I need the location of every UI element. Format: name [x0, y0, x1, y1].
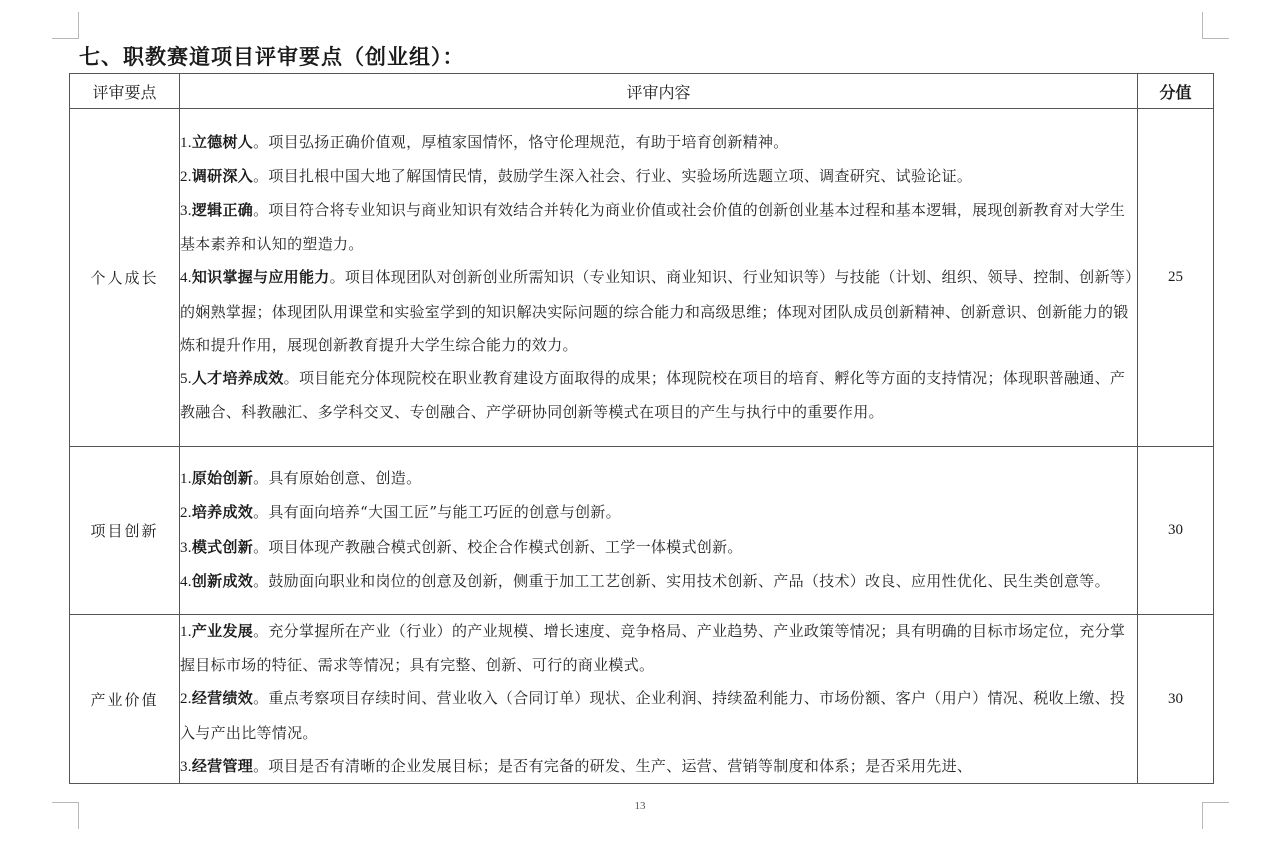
criterion-item	[180, 682, 1137, 749]
table-row	[70, 615, 1214, 784]
item-text: 。具有面向培养“大国工匠”与能工巧匠的创意与创新。	[253, 503, 621, 522]
criterion-item	[180, 362, 1137, 429]
criterion-cell: 产业价值	[70, 615, 180, 784]
criterion-item	[180, 496, 1137, 530]
criterion-item	[180, 261, 1137, 362]
criterion-item	[180, 615, 1137, 682]
item-text: 。项目体现团队对创新创业所需知识（专业知识、商业知识、行业知识等）与技能（计划、组织、领导、控制、创新等）的娴熟掌握；体现团队用课堂和实验室学到的知识解决实际问题的综合能力和高级思维；体现对团队成员创新精神、创新意识、创新能力的锻炼和提升作用，展现创新教育提升大学生综合能力的效力。	[180, 268, 1133, 354]
content-cell	[180, 447, 1138, 615]
item-title: 逻辑正确	[191, 200, 254, 219]
item-title: 立德树人	[191, 132, 254, 151]
item-text: 。项目符合将专业知识与商业知识有效结合并转化为商业价值或社会价值的创新创业基本过程和基本逻辑，展现创新教育对大学生基本素养和认知的塑造力。	[180, 200, 1126, 254]
item-text: 。鼓励面向职业和岗位的创意及创新，侧重于加工工艺创新、实用技术创新、产品（技术）改良、应用性优化、民生类创意等。	[253, 571, 1110, 590]
item-text: 。项目弘扬正确价值观，厚植家国情怀，恪守伦理规范，有助于培育创新精神。	[253, 132, 789, 151]
item-text: 。充分掌握所在产业（行业）的产业规模、增长速度、竞争格局、产业趋势、产业政策等情况；具有明确的目标市场定位，充分掌握目标市场的特征、需求等情况；具有完整、创新、可行的商业模式。	[180, 622, 1126, 675]
item-text: 。重点考察项目存续时间、营业收入（合同订单）现状、企业利润、持续盈利能力、市场份额、客户（用户）情况、税收上缴、投入与产出比等情况。	[180, 689, 1126, 742]
item-number: 2.	[180, 691, 192, 708]
item-title: 知识掌握与应用能力	[191, 268, 330, 287]
item-number: 3.	[180, 202, 192, 219]
item-title: 经营绩效	[191, 689, 254, 708]
item-title: 经营管理	[191, 756, 254, 775]
crop-mark-top-right	[1202, 12, 1229, 39]
score-cell: 30	[1138, 447, 1214, 615]
criterion-item	[180, 750, 1137, 783]
criterion-item	[180, 565, 1137, 599]
table-header-row	[70, 74, 1214, 109]
item-number: 2.	[180, 168, 192, 185]
item-title: 创新成效	[191, 571, 254, 590]
header-criterion: 评审要点	[70, 74, 180, 109]
criterion-cell: 个人成长	[70, 109, 180, 447]
table-row	[70, 447, 1214, 615]
item-number: 3.	[180, 539, 192, 556]
criterion-item	[180, 160, 1137, 194]
header-content: 评审内容	[180, 74, 1138, 109]
section-title: 七、职教赛道项目评审要点（创业组）：	[79, 45, 465, 69]
content-cell	[180, 109, 1138, 447]
item-title: 培养成效	[191, 503, 254, 522]
review-criteria-table	[69, 73, 1214, 784]
item-number: 4.	[180, 573, 192, 590]
item-title: 人才培养成效	[191, 369, 284, 387]
item-text: 。具有原始创意、创造。	[253, 469, 422, 488]
item-number: 1.	[180, 134, 192, 151]
item-number: 2.	[180, 505, 192, 522]
item-number: 4.	[180, 270, 192, 287]
item-number: 5.	[180, 371, 192, 387]
score-cell: 30	[1138, 615, 1214, 784]
criterion-item	[180, 126, 1137, 160]
content-cell	[180, 615, 1138, 784]
item-title: 调研深入	[191, 166, 254, 185]
criterion-item	[180, 462, 1137, 496]
item-text: 。项目扎根中国大地了解国情民情，鼓励学生深入社会、行业、实验场所选题立项、调查研究、试验论证。	[253, 166, 973, 185]
item-number: 1.	[180, 624, 192, 640]
header-score: 分值	[1138, 74, 1214, 109]
item-title: 产业发展	[191, 622, 254, 640]
criterion-item	[180, 194, 1137, 261]
crop-mark-top-left	[52, 12, 79, 39]
item-number: 3.	[180, 758, 192, 775]
criterion-cell: 项目创新	[70, 447, 180, 615]
item-title: 原始创新	[191, 469, 254, 488]
item-text: 。项目体现产教融合模式创新、校企合作模式创新、工学一体模式创新。	[253, 537, 743, 556]
criterion-item	[180, 531, 1137, 565]
item-number: 1.	[180, 471, 192, 488]
item-title: 模式创新	[191, 537, 254, 556]
score-cell: 25	[1138, 109, 1214, 447]
item-text: 。项目能充分体现院校在职业教育建设方面取得的成果；体现院校在项目的培育、孵化等方面的支持情况；体现职普融通、产教融合、科教融汇、多学科交叉、专创融合、产学研协同创新等模式在项目的产生与执行中的重要作用。	[180, 369, 1126, 422]
item-text: 。项目是否有清晰的企业发展目标；是否有完备的研发、生产、运营、营销等制度和体系；是否采用先进、	[253, 756, 973, 775]
page-number: 13	[634, 800, 646, 812]
table-row	[70, 109, 1214, 447]
